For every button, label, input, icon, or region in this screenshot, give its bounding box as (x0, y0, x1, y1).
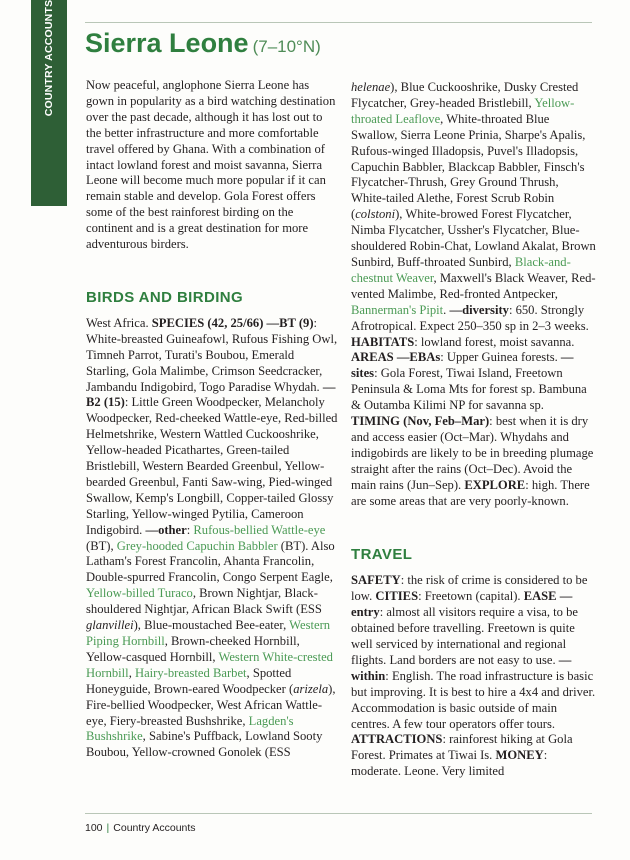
highlighted-species: Western Piping Hornbill (86, 618, 331, 648)
birds-text: : Upper Guinea forests. (440, 350, 561, 365)
travel-text-run: : almost all visitors require a visa, to be obtained before travelling. Freetown is quite well serviced by international and regional flights. Land borders are not easy to use. (351, 605, 578, 667)
bottom-divider (85, 813, 592, 814)
within-label: —within (351, 652, 572, 683)
highlighted-species: Grey-hooded Capuchin Babbler (116, 538, 278, 553)
country-name: Sierra Leone (85, 28, 249, 58)
money-label: MONEY (495, 748, 544, 763)
birds-text: , Spotted Honeyguide, Brown-eared Woodpecker ( (86, 665, 294, 696)
left-column (86, 78, 338, 761)
birds-heading: BIRDS AND BIRDING (86, 288, 244, 306)
highlighted-species: Rufous-bellied Wattle-eye (193, 522, 326, 537)
birds-text-part1 (86, 316, 338, 761)
section-tab (31, 0, 67, 206)
highlighted-species: Black-and-chestnut Weaver (351, 254, 571, 285)
travel-text-run: : moderate. Leone. Very limited (351, 748, 548, 779)
birds-text: : Little Green Woodpecker, Melancholy Woodpecker, Red-cheeked Wattle-eye, Red-billed Helmetshrike, Western Wattled Cuckooshrike, Yellow-headed Picathartes, Green-tailed Bristlebill, Western Bearded Greenbul, Yellow-bearded Greenbul, Fanti Saw-wing, Pied-winged Swallow, Kemp's Longbill, Copper-tailed Glossy Starling, Yellow-winged Pytilia, Cameroon Indigobird. (86, 395, 338, 537)
travel-text-run: : Freetown (capital). (418, 589, 524, 604)
safety-label: SAFETY (351, 573, 401, 588)
latitude-range: (7–10°N) (252, 37, 321, 56)
birds-text-part2 (351, 80, 596, 509)
highlighted-species: Lagden's Bushshrike (86, 713, 294, 744)
section-tab-label: COUNTRY ACCOUNTS (43, 0, 55, 117)
birds-text: West Africa. (86, 315, 152, 330)
top-divider (85, 22, 592, 23)
cities-label: CITIES (375, 589, 419, 604)
habitats-label: HABITATS (351, 334, 415, 349)
travel-text (351, 573, 596, 780)
sites-label: —sites (351, 350, 574, 381)
species-label: SPECIES (42, 25/66) —BT (9) (151, 315, 314, 330)
birds-text: , Sabine's Puffback, Lowland Sooty Boubou, Yellow-crowned Gonolek (ESS (86, 729, 323, 760)
subspecies-name: glanvillei (86, 618, 134, 633)
intro-paragraph: Now peaceful, anglophone Sierra Leone has gown in popularity as a bird watching destination over the past decade, although it has lost out to the better infrastructure and more comfortable travel offered by Ghana. With a combination of intact lowland forest and moist savanna, Sierra Leone will become much more popular if it can remain stable and develop. Gola Forest offers some of the best rainforest birding on the continent and is a great destination for more adventurous birders. (86, 78, 336, 252)
highlighted-species: Western White-crested Hornbill (86, 649, 333, 680)
birds-text: ), Blue-moustached Bee-eater, (133, 618, 290, 633)
birds-text: , Maxwell's Black Weaver, Red-vented Malimbe, Red-fronted Antpecker, (351, 270, 596, 301)
highlighted-species: Yellow-throated Leaflove (351, 95, 575, 126)
highlighted-species: Hairy-breasted Barbet (134, 665, 247, 680)
birds-text: ), Blue Cuckooshrike, Dusky Crested Flycatcher, Grey-headed Bristlebill, (351, 80, 579, 110)
birds-text: : Gola Forest, Tiwai Island, Freetown Peninsula & Loma Mts for forest sp. Bambuna & Outamba Kilimi NP for savanna sp. (351, 366, 587, 413)
travel-text-run: : rainforest hiking at Gola Forest. Primates at Tiwai Is. (351, 732, 573, 763)
birds-text: (BT). Also Latham's Forest Francolin, Ahanta Francolin, Double-spurred Francolin, Congo Serpent Eagle, (86, 538, 335, 585)
birds-text: , (128, 665, 135, 680)
page-number: 100 (85, 822, 103, 834)
travel-text-run: : the risk of crime is considered to be low. (351, 573, 588, 604)
subspecies-name: arizela (293, 681, 329, 696)
birds-text: ), Fire-bellied Woodpecker, West African Wattle-eye, Fiery-breasted Bushshrike, (86, 681, 336, 728)
areas-label: AREAS —EBAs (351, 350, 441, 365)
footer-separator: | (106, 822, 110, 834)
timing-label: TIMING (Nov, Feb–Mar) (351, 414, 490, 429)
birds-text: , Brown Nightjar, Black-shouldered Nightjar, African Black Swift (ESS (86, 586, 322, 617)
page-footer (85, 822, 196, 834)
birds-text: , White-throated Blue Swallow, Sierra Leone Prinia, Sharpe's Apalis, Rufous-winged Illadopsis, Puvel's Illadopsis, Capuchin Babbler, Blackcap Babbler, Finsch's Flycatcher-Thrush, Grey Ground Thrush, White-tailed Alethe, Forest Scrub Robin ( (351, 111, 586, 222)
birds-text: : 650. Strongly Afrotropical. Expect 250–350 sp in 2–3 weeks. (351, 302, 589, 333)
birds-text: : lowland forest, moist savanna. (414, 334, 575, 349)
subspecies-name: colstoni (355, 207, 396, 222)
right-column (351, 80, 596, 780)
subspecies-name: helenae (351, 80, 391, 94)
b2-label: —B2 (15) (86, 379, 336, 410)
highlighted-species: Yellow-billed Turaco (86, 586, 193, 601)
birds-text: : White-breasted Guineafowl, Rufous Fishing Owl, Timneh Parrot, Turati's Boubou, Emerald Starling, Gola Malimbe, Crimson Seedcracker, Jambandu Indigobird, Togo Paradise Whydah. (86, 315, 338, 394)
birds-text: : high. There are some areas that are very poorly-known. (351, 477, 590, 508)
explore-label: EXPLORE (464, 477, 526, 492)
birds-text: . (443, 302, 450, 317)
footer-section-name: Country Accounts (113, 822, 196, 834)
other-label: —other (145, 522, 187, 537)
birds-text: : best when it is dry and access easier (Oct–Mar). Whydahs and indigobirds are likely to be in breeding plumage straight after the rains (Oct–Dec). Avoid the main rains (Jun–Sep). (351, 414, 594, 492)
birds-text: , Brown-cheeked Hornbill, Yellow-casqued Hornbill, (86, 634, 300, 664)
birds-text: : (186, 522, 194, 537)
diversity-label: —diversity (449, 302, 509, 317)
highlighted-species: Bannerman's Pipit (351, 302, 444, 317)
travel-heading: TRAVEL (351, 546, 413, 564)
birds-text: ), White-browed Forest Flycatcher, Nimba Flycatcher, Ussher's Flycatcher, Blue-shouldered Robin-Chat, Lowland Akalat, Brown Sunbird, Buff-throated Sunbird, (351, 207, 596, 269)
page-title (85, 28, 321, 59)
attractions-label: ATTRACTIONS (351, 732, 443, 747)
birds-text: (BT), (86, 538, 117, 553)
travel-text-run: : English. The road infrastructure is basic but improving. It is best to hire a 4x4 and driver. Accommodation is basic outside of main centres. A few tour operators offer tours. (351, 668, 596, 731)
ease-entry-label: EASE —entry (351, 589, 573, 620)
